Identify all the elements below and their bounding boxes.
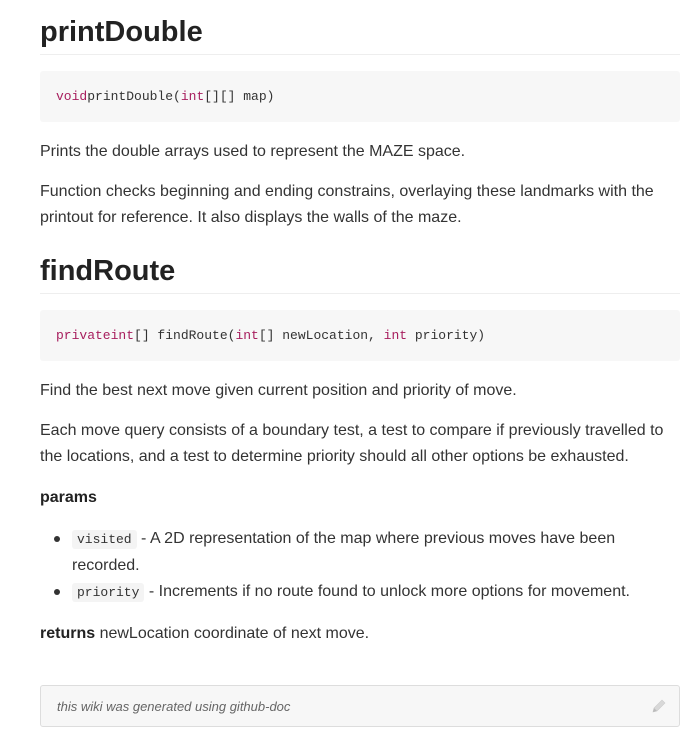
code-return-type: void: [56, 89, 88, 104]
params-heading: [40, 485, 680, 511]
params-label: params: [40, 489, 97, 506]
paragraph-description-findroute: Each move query consists of a boundary test, a test to compare if previously travelled to the locations, and a test to determine priority should all other options be exhausted.: [40, 422, 664, 465]
params-list: [40, 526, 680, 606]
code-signature-findroute: [40, 310, 680, 361]
wiki-content: [40, 0, 680, 647]
param-name-visited: visited: [72, 530, 137, 549]
list-item: [72, 579, 680, 606]
code-modifier: private: [56, 328, 111, 343]
code-return-type: int: [110, 328, 135, 343]
footer-text: this wiki was generated using github-doc: [57, 698, 291, 714]
param-description: - A 2D representation of the map where previous moves have been recorded.: [72, 530, 616, 574]
code-param1-type: int: [235, 328, 259, 343]
code-function-name: printDouble(: [87, 89, 181, 104]
returns-paragraph: [40, 621, 680, 647]
code-param-rest: [][] map): [204, 89, 275, 104]
paragraph-description-printdouble: Function checks beginning and ending constrains, overlaying these landmarks with the printout for reference. It also displays the walls of the maze.: [40, 183, 654, 226]
wiki-footer: [40, 685, 680, 727]
section-heading-printdouble: printDouble: [40, 14, 680, 55]
returns-label: returns: [40, 625, 96, 642]
code-signature-printdouble: [40, 71, 680, 122]
pencil-icon[interactable]: [651, 698, 667, 714]
code-param2-type: int: [383, 328, 408, 343]
paragraph-summary-printdouble: Prints the double arrays used to represent the MAZE space.: [40, 143, 466, 160]
param-description: - Increments if no route found to unlock more options for movement.: [144, 583, 630, 600]
returns-text: newLocation coordinate of next move.: [95, 625, 370, 642]
code-param-type: int: [180, 89, 205, 104]
section-heading-findroute: findRoute: [40, 253, 680, 294]
code-function-name: [] findRoute(: [134, 328, 236, 343]
param-name-priority: priority: [72, 583, 144, 602]
code-param2-rest: priority): [407, 328, 486, 343]
code-param1-rest: [] newLocation,: [258, 328, 384, 343]
list-item: [72, 526, 680, 579]
paragraph-summary-findroute: Find the best next move given current position and priority of move.: [40, 382, 517, 399]
